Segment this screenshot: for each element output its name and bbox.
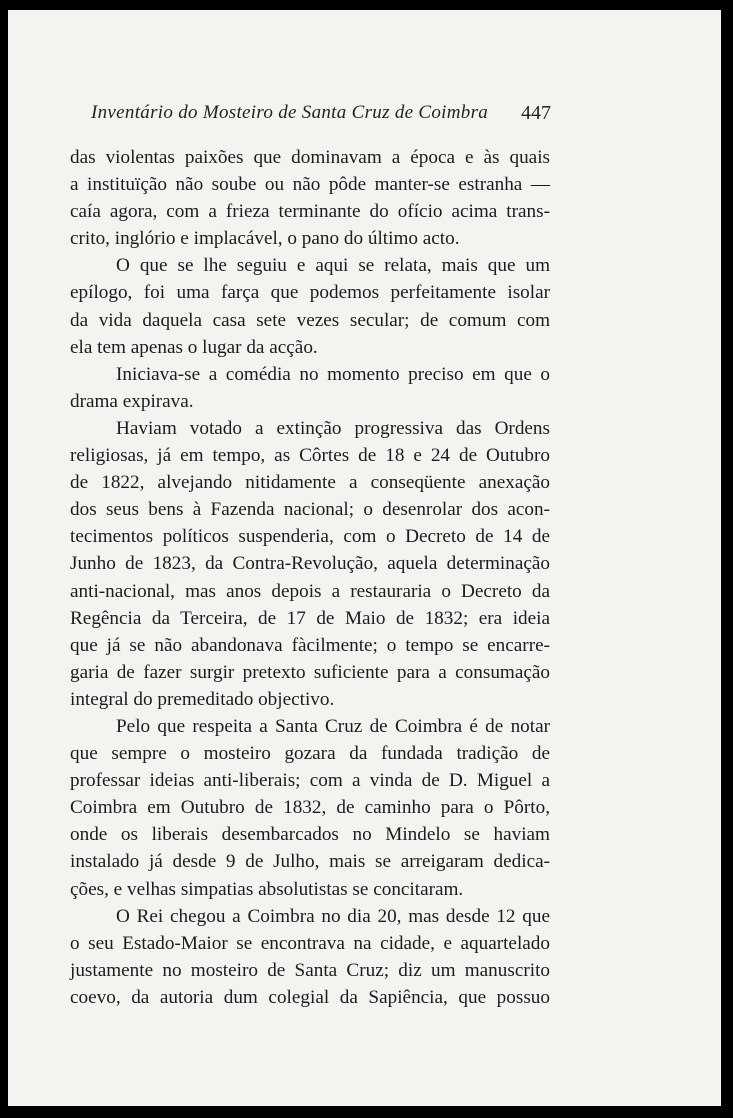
text-line: Iniciava-se a comédia no momento preciso em que o xyxy=(116,363,550,385)
book-page xyxy=(8,10,721,1106)
text-line: que sempre o mosteiro gozara da fundada tradição de xyxy=(70,743,550,765)
text-line: ela tem apenas o lugar da acção. xyxy=(70,336,318,358)
body-text xyxy=(70,144,550,1011)
text-line: da vida daquela casa sete vezes secular; de comum com xyxy=(70,309,550,331)
running-header xyxy=(91,102,551,132)
page-number: 447 xyxy=(521,102,551,124)
text-line: Haviam votado a extinção progressiva das Ordens xyxy=(116,417,550,439)
text-line: religiosas, já em tempo, as Côrtes de 18 e 24 de Outubro xyxy=(70,445,550,467)
text-line: professar ideias anti-liberais; com a vinda de D. Miguel a xyxy=(70,770,550,792)
text-line: tecimentos políticos suspenderia, com o Decreto de 14 de xyxy=(70,526,550,548)
text-line: O Rei chegou a Coimbra no dia 20, mas desde 12 que xyxy=(116,905,550,927)
text-line: das violentas paixões que dominavam a época e às quais xyxy=(70,147,550,168)
running-title: Inventário do Mosteiro de Santa Cruz de Coimbra xyxy=(91,102,489,123)
text-line: epílogo, foi uma farça que podemos perfeitamente isolar xyxy=(70,282,550,304)
text-line: integral do premeditado objectivo. xyxy=(70,688,335,710)
text-line: a instituïção não soube ou não pôde manter-se estranha — xyxy=(70,174,550,196)
text-line: instalado já desde 9 de Julho, mais se arreigaram dedica- xyxy=(70,851,550,873)
text-line: de 1822, alvejando nitidamente a conseqüente anexação xyxy=(70,472,550,494)
text-line: onde os liberais desembarcados no Mindelo se haviam xyxy=(70,824,550,846)
text-line: ções, e velhas simpatias absolutistas se concitaram. xyxy=(70,878,464,900)
text-line: drama expirava. xyxy=(70,390,194,412)
text-line: Junho de 1823, da Contra-Revolução, aquela determinação xyxy=(70,553,550,575)
text-line: justamente no mosteiro de Santa Cruz; diz um manuscrito xyxy=(70,959,550,981)
text-line: anti-nacional, mas anos depois a restauraria o Decreto da xyxy=(70,580,550,602)
text-line: o seu Estado-Maior se encontrava na cidade, e aquartelado xyxy=(70,932,550,954)
text-line: crito, inglório e implacável, o pano do último acto. xyxy=(70,228,460,250)
text-line: Pelo que respeita a Santa Cruz de Coimbra é de notar xyxy=(116,715,550,737)
text-line: Regência da Terceira, de 17 de Maio de 1832; era ideia xyxy=(70,607,550,629)
text-line: caía agora, com a frieza terminante do ofício acima trans- xyxy=(70,201,550,223)
text-line: coevo, da autoria dum colegial da Sapiência, que possuo xyxy=(70,986,550,1008)
text-line: O que se lhe seguiu e aqui se relata, mais que um xyxy=(116,255,550,277)
text-line: dos seus bens à Fazenda nacional; o desenrolar dos acon- xyxy=(70,499,550,521)
text-line: garia de fazer surgir pretexto suficiente para a consumação xyxy=(70,661,550,683)
text-line: que já se não abandonava fàcilmente; o tempo se encarre- xyxy=(70,634,550,656)
text-line: Coimbra em Outubro de 1832, de caminho para o Pôrto, xyxy=(70,797,550,819)
